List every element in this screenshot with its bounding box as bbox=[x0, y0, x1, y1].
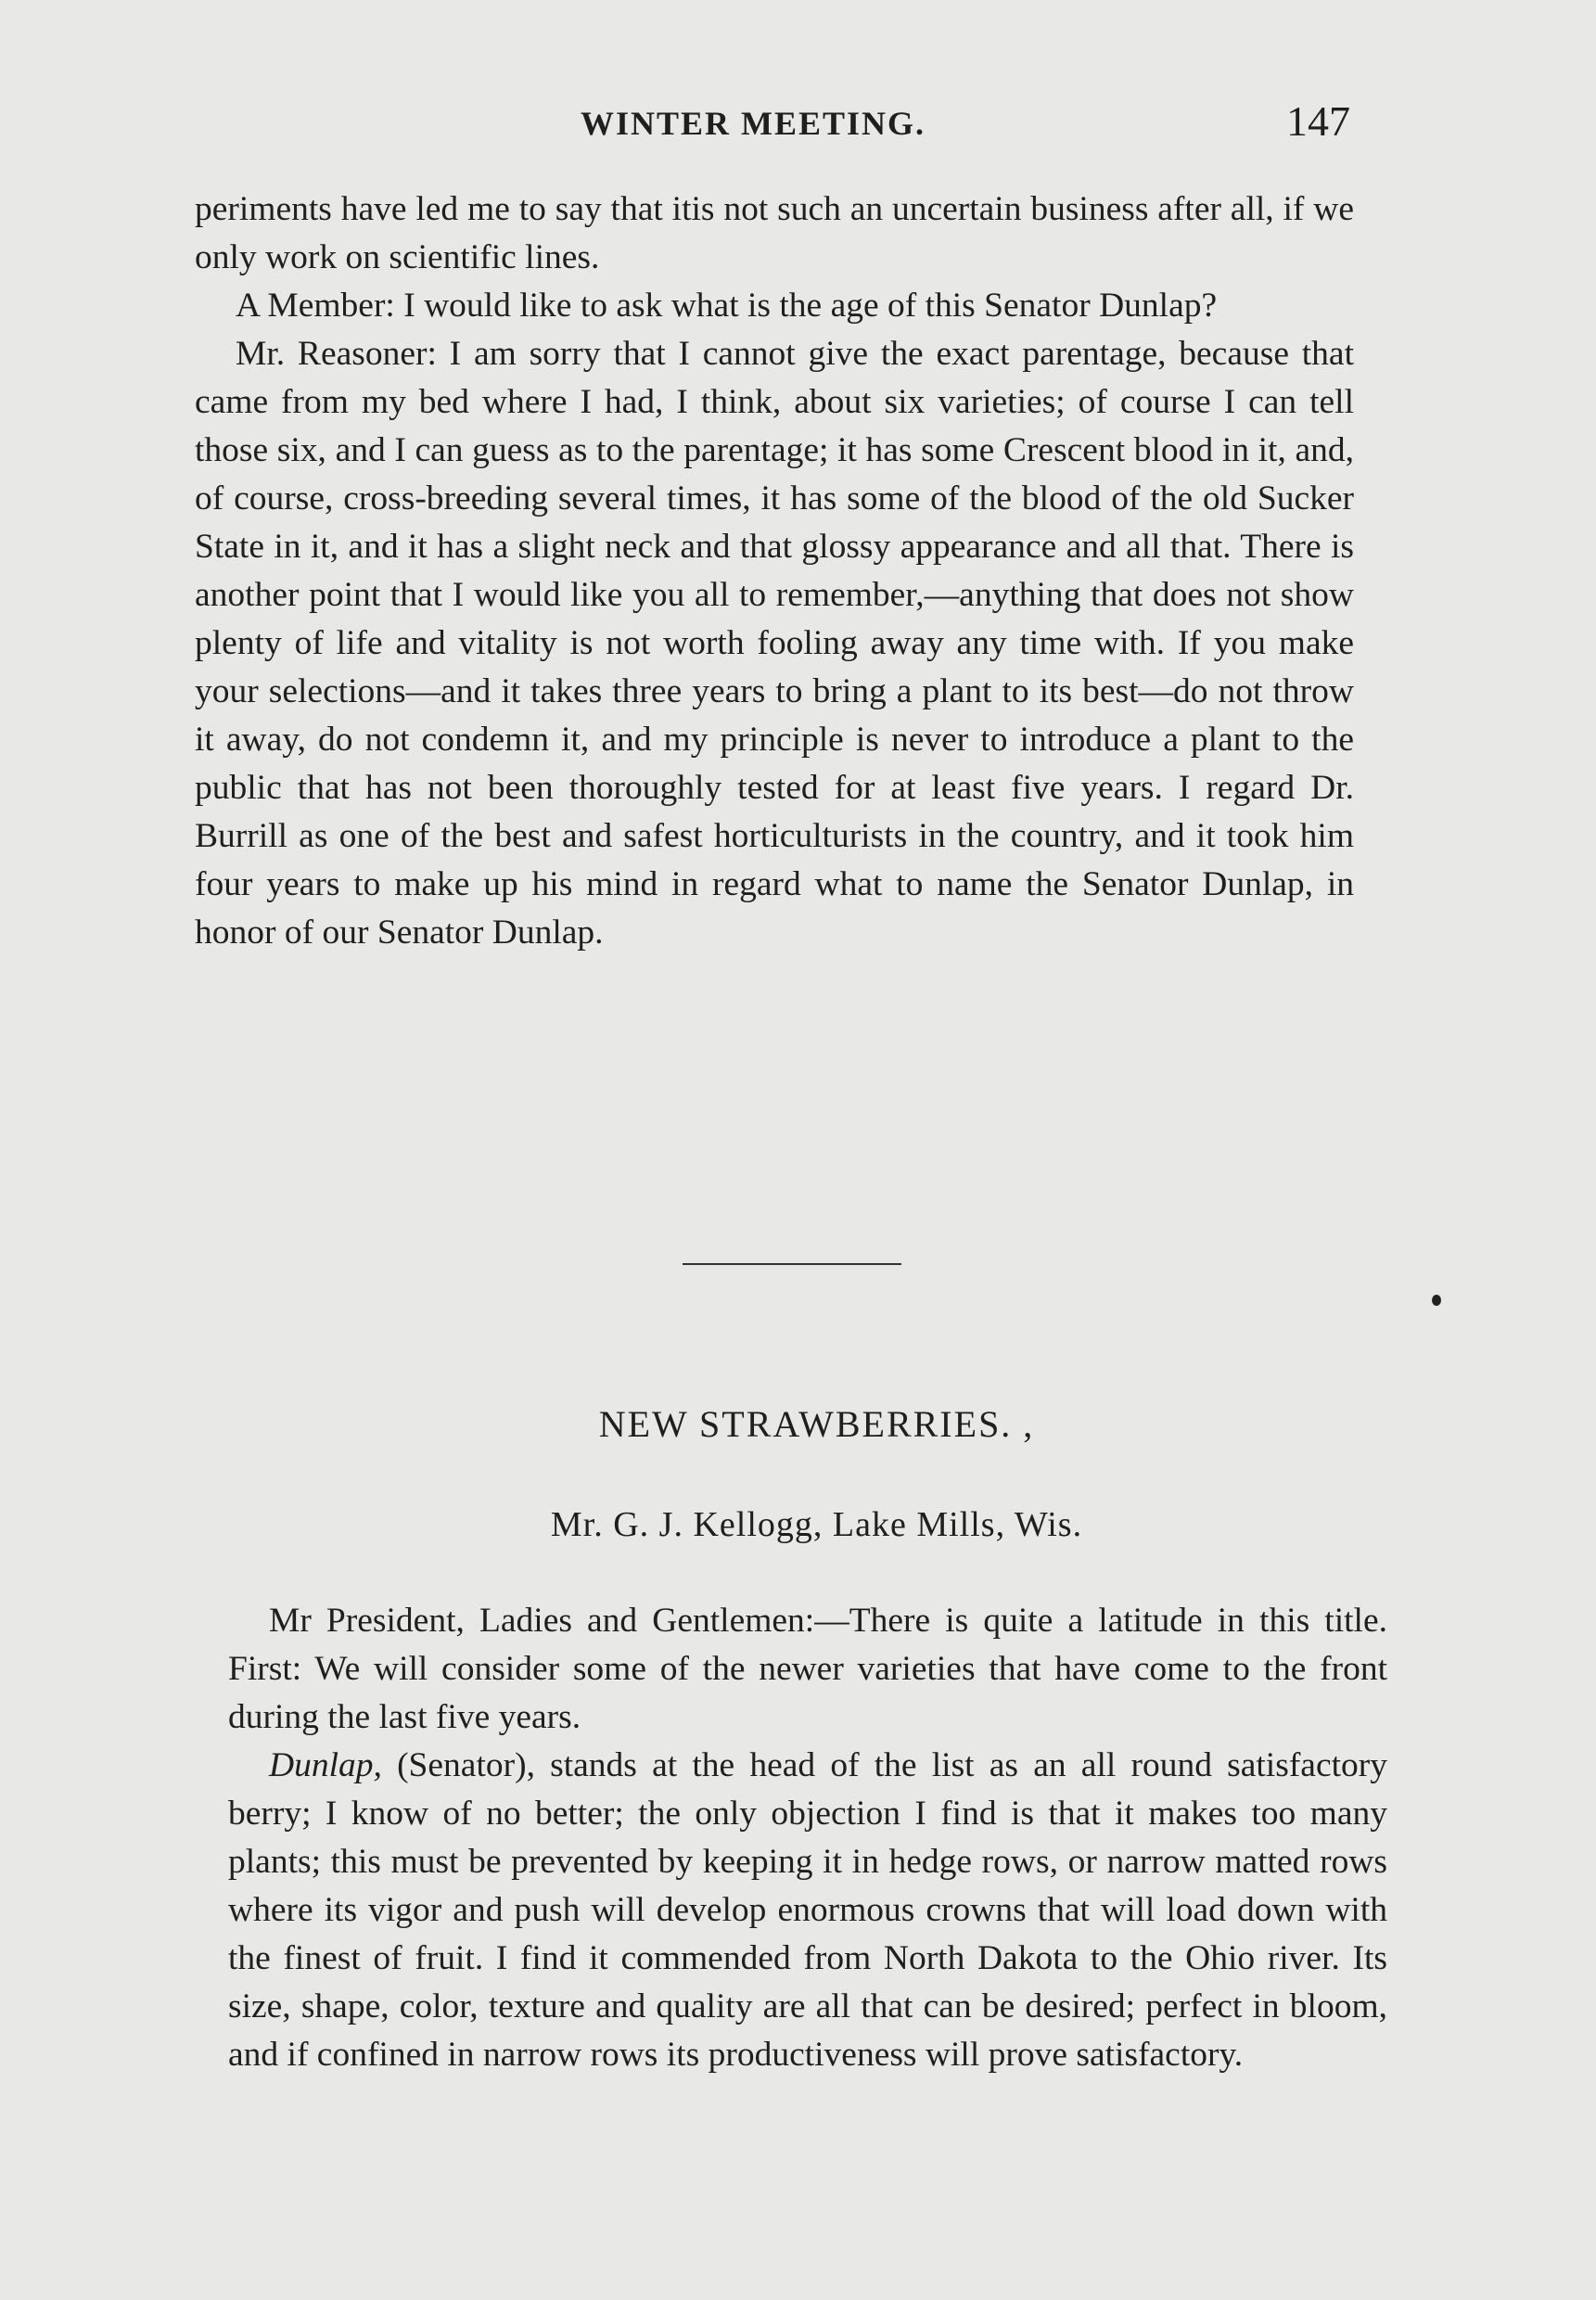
paragraph-dunlap bbox=[228, 1742, 1387, 2079]
ink-speck bbox=[1432, 1295, 1441, 1306]
article-text bbox=[228, 1597, 1387, 2079]
paragraph-member-question: A Member: I would like to ask what is the age of this Senator Dunlap? bbox=[236, 287, 1218, 325]
running-head bbox=[191, 96, 1350, 148]
page-number: 147 bbox=[1286, 97, 1350, 145]
variety-name: Dunlap, bbox=[269, 1746, 382, 1784]
paragraph-continuation: periments have led me to say that itis not such an uncertain business after all, if we only work on scientific lines. bbox=[195, 190, 1354, 276]
paragraph-reasoner-answer: Mr. Reasoner: I am sorry that I cannot give the exact parentage, because that came from my bed where I had, I think, about six varieties; of course I can tell those six, and I can guess as to the parentage; it has some Crescent blood in it, and, of course, cross-breeding several times, it has some of the blood of the old Sucker State in it, and it has a slight neck and that glossy appearance and all that. There is another point that I would like you all to remember,—anything that does not show plenty of life and vitality is not worth fooling away any time with. If you make your selections—and it takes three years to bring a plant to its best—do not throw it away, do not condemn it, and my principle is never to introduce a plant to the public that has not been thoroughly tested for at least five years. I regard Dr. Burrill as one of the best and safest horticulturists in the country, and it took him four years to make up his mind in regard what to name the Senator Dunlap, in honor of our Senator Dunlap. bbox=[195, 335, 1354, 952]
discussion-text bbox=[195, 185, 1354, 957]
paragraph-dunlap-body: (Senator), stands at the head of the list as an all round satisfactory berry; I know of no better; the only objection I find is that it makes too many plants; this must be prevented by keeping it in hedge rows, or narrow matted rows where its vigor and push will develop enormous crowns that will load down with the finest of fruit. I find it commended from North Dakota to the Ohio river. Its size, shape, color, texture and quality are all that can be desired; perfect in bloom, and if confined in narrow rows its productiveness will prove satisfactory. bbox=[228, 1746, 1387, 2074]
running-title: WINTER MEETING. bbox=[581, 105, 926, 142]
paragraph-intro: Mr President, Ladies and Gentlemen:—There is quite a latitude in this title. First: We will consider some of the newer varieties that have come to the front during the last five years. bbox=[228, 1602, 1387, 1736]
section-title: NEW STRAWBERRIES. , bbox=[598, 1403, 1035, 1445]
author-byline: Mr. G. J. Kellogg, Lake Mills, Wis. bbox=[550, 1505, 1083, 1544]
section-divider bbox=[683, 1263, 901, 1265]
